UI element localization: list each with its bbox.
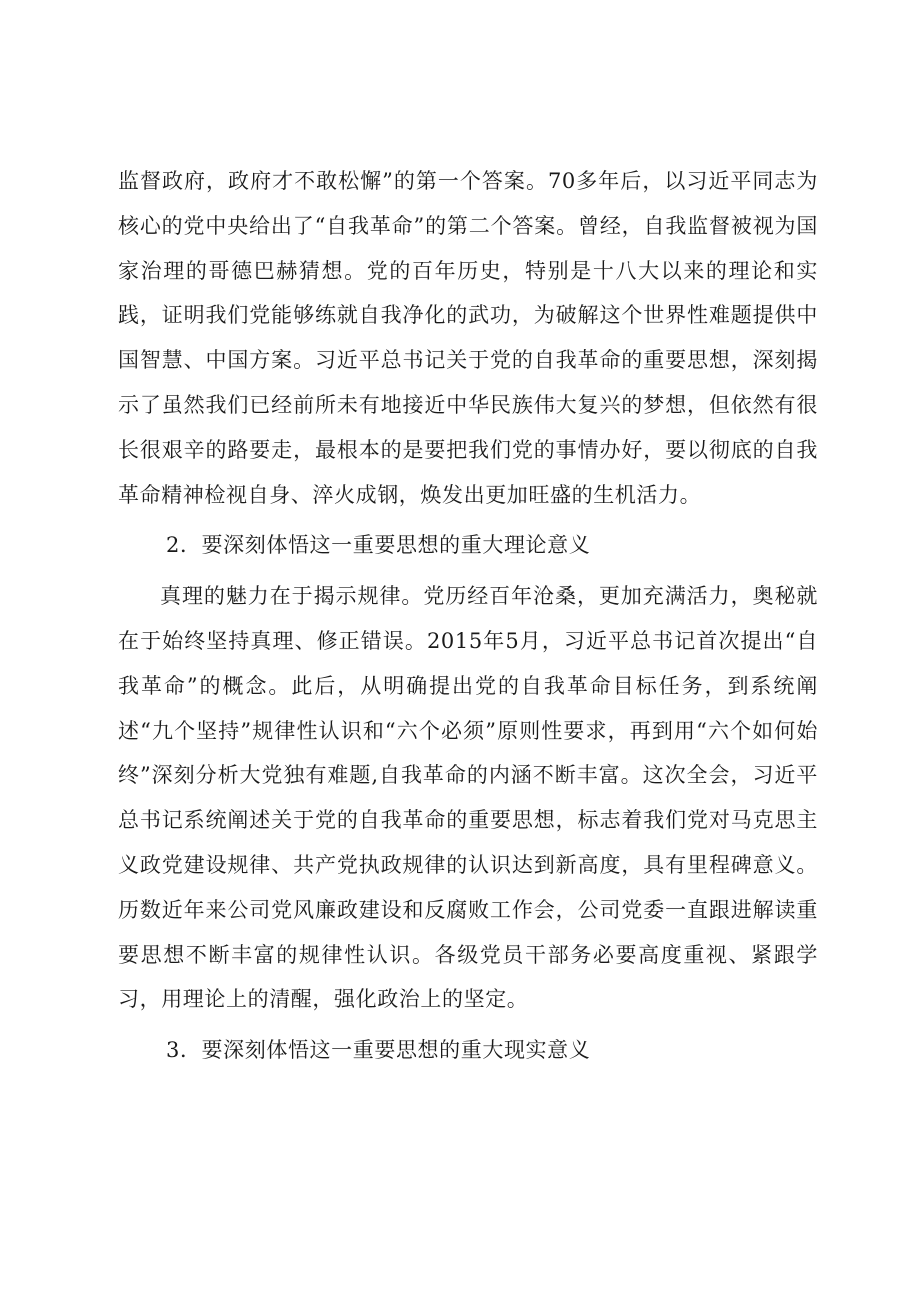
body-paragraph: 监督政府，政府才不敢松懈”的第一个答案。70多年后，以习近平同志为核心的党中央给出了“自我革命”的第二个答案。曾经，自我监督被视为国家治理的哥德巴赫猜想。党的百年历史，特别是十八大以来的理论和实践，证明我们党能够练就自我净化的武功，为破解这个世界性难题提供中国智慧、中国方案。习近平总书记关于党的自我革命的重要思想，深刻揭示了虽然我们已经前所未有地接近中华民族伟大复兴的梦想，但依然有很长很艰辛的路要走，最根本的是要把我们党的事情办好，要以彻底的自我革命精神检视自身、淬火成钢，焕发出更加旺盛的生机活力。 — [118, 169, 818, 507]
section-heading: 3．要深刻体悟这一重要思想的重大现实意义 — [166, 1038, 591, 1063]
document-body — [118, 159, 818, 1073]
body-paragraph: 真理的魅力在于揭示规律。党历经百年沧桑，更加充满活力，奥秘就在于始终坚持真理、修正错误。2015年5月，习近平总书记首次提出“自我革命”的概念。此后，从明确提出党的自我革命目标任务，到系统阐述“九个坚持”规律性认识和“六个必须”原则性要求，再到用“六个如何始终”深刻分析大党独有难题,自我革命的内涵不断丰富。这次全会，习近平总书记系统阐述关于党的自我革命的重要思想，标志着我们党对马克思主义政党建设规律、共产党执政规律的认识达到新高度，具有里程碑意义。历数近年来公司党风廉政建设和反腐败工作会，公司党委一直跟进解读重要思想不断丰富的规律性认识。各级党员干部务必要高度重视、紧跟学习，用理论上的清醒，强化政治上的坚定。 — [118, 584, 818, 1012]
section-heading: 2．要深刻体悟这一重要思想的重大理论意义 — [166, 533, 591, 558]
